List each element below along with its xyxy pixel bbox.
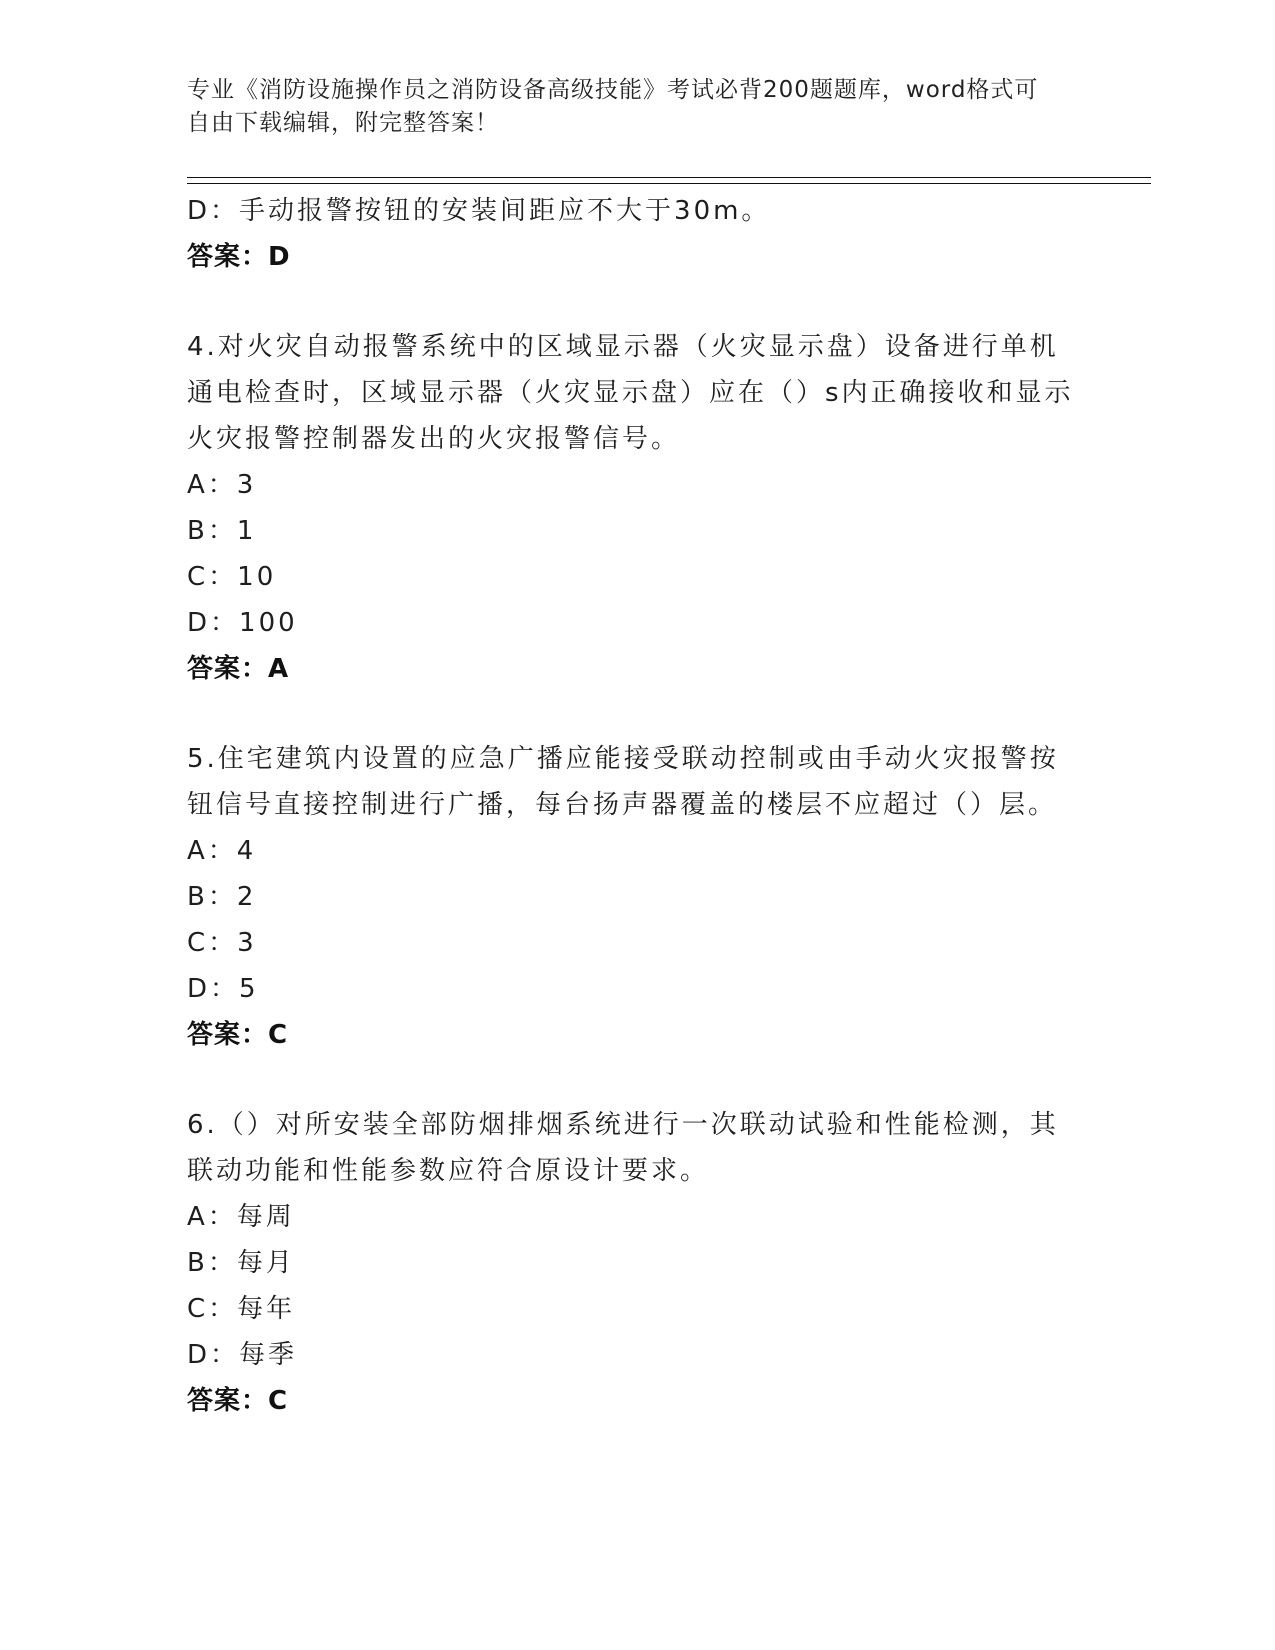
option-d: D：5 <box>187 974 259 1004</box>
option-d: D：手动报警按钮的安装间距应不大于30m。 <box>187 196 771 226</box>
header-line-2: 自由下载编辑，附完整答案！ <box>187 110 499 136</box>
option-a: A：4 <box>187 836 257 866</box>
option-a: A：每周 <box>187 1202 295 1232</box>
option-d: D：每季 <box>187 1340 298 1370</box>
question-4 <box>187 324 1087 692</box>
question-stem-line: 6.（）对所安装全部防烟排烟系统进行一次联动试验和性能检测，其 <box>187 1110 1059 1140</box>
question-5 <box>187 736 1087 1058</box>
option-a: A：3 <box>187 470 257 500</box>
question-stem-line: 4.对火灾自动报警系统中的区域显示器（火灾显示盘）设备进行单机 <box>187 332 1059 362</box>
option-b: B：每月 <box>187 1248 295 1278</box>
option-b: B：1 <box>187 516 257 546</box>
question-stem-line: 联动功能和性能参数应符合原设计要求。 <box>187 1156 710 1186</box>
question-stem-line: 通电检查时，区域显示器（火灾显示盘）应在（）s内正确接收和显示 <box>187 378 1074 408</box>
option-c: C：3 <box>187 928 257 958</box>
option-d: D：100 <box>187 608 298 638</box>
answer-line: 答案：C <box>187 1020 289 1050</box>
document-header <box>187 74 1087 140</box>
question-stem-line: 钮信号直接控制进行广播，每台扬声器覆盖的楼层不应超过（）层。 <box>187 790 1058 820</box>
option-c: C：每年 <box>187 1294 296 1324</box>
header-double-rule <box>187 177 1151 184</box>
question-stem-line: 5.住宅建筑内设置的应急广播应能接受联动控制或由手动火灾报警按 <box>187 744 1059 774</box>
previous-question-tail <box>187 188 1087 280</box>
option-b: B：2 <box>187 882 257 912</box>
answer-line: 答案：A <box>187 654 290 684</box>
answer-line: 答案：D <box>187 242 291 272</box>
answer-line: 答案：C <box>187 1386 289 1416</box>
header-line-1: 专业《消防设施操作员之消防设备高级技能》考试必背200题题库，word格式可 <box>187 77 1039 103</box>
question-stem-line: 火灾报警控制器发出的火灾报警信号。 <box>187 424 681 454</box>
option-c: C：10 <box>187 562 277 592</box>
document-body <box>187 188 1087 1424</box>
question-6 <box>187 1102 1087 1424</box>
